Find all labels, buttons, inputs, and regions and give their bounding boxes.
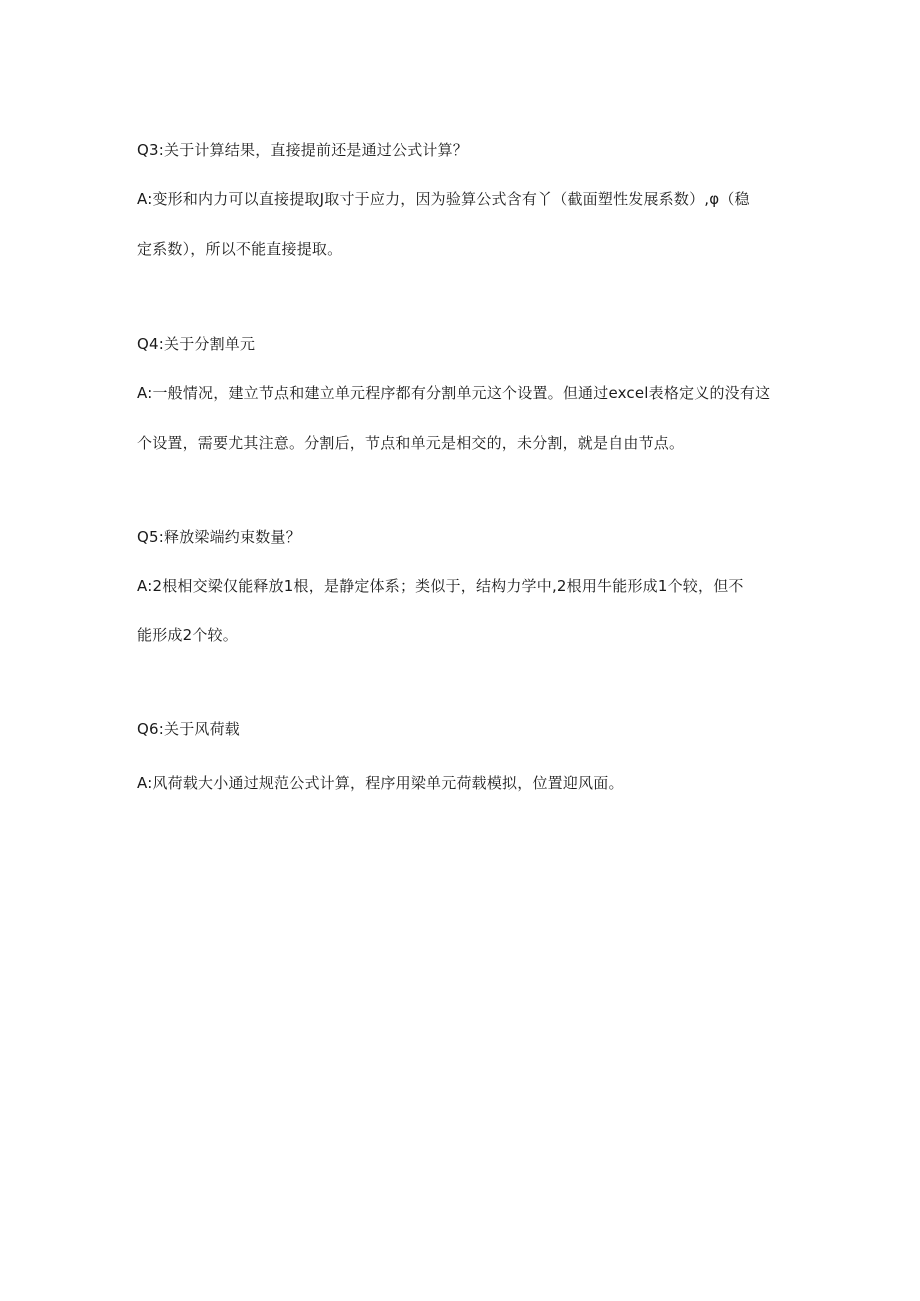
question-q6: Q6:关于风荷载 xyxy=(137,720,241,738)
question-q4: Q4:关于分割单元 xyxy=(137,335,256,353)
answer-q4-line-2: 个设置，需要尤其注意。分割后，节点和单元是相交的，未分割，就是自由节点。 xyxy=(137,434,685,452)
answer-q3-line-1: A:变形和内力可以直接提取J取寸于应力，因为验算公式含有丫（截面塑性发展系数）,φ（稳 xyxy=(137,190,750,208)
answer-q6-line-1: A:风荷载大小通过规范公式计算，程序用梁单元荷载模拟，位置迎风面。 xyxy=(137,774,624,792)
answer-q5-line-2: 能形成2个较。 xyxy=(137,626,238,644)
question-q3: Q3:关于计算结果，直接提前还是通过公式计算？ xyxy=(137,141,469,159)
answer-q4-line-1: A:一般情况，建立节点和建立单元程序都有分割单元这个设置。但通过excel表格定义的没有这 xyxy=(137,384,771,402)
answer-q3-line-2: 定系数），所以不能直接提取。 xyxy=(137,240,343,258)
question-q5: Q5:释放梁端约束数量？ xyxy=(137,528,301,546)
answer-q5-line-1: A:2根相交梁仅能释放1根，是静定体系；类似于，结构力学中,2根用牛能形成1个较，但不 xyxy=(137,577,744,595)
